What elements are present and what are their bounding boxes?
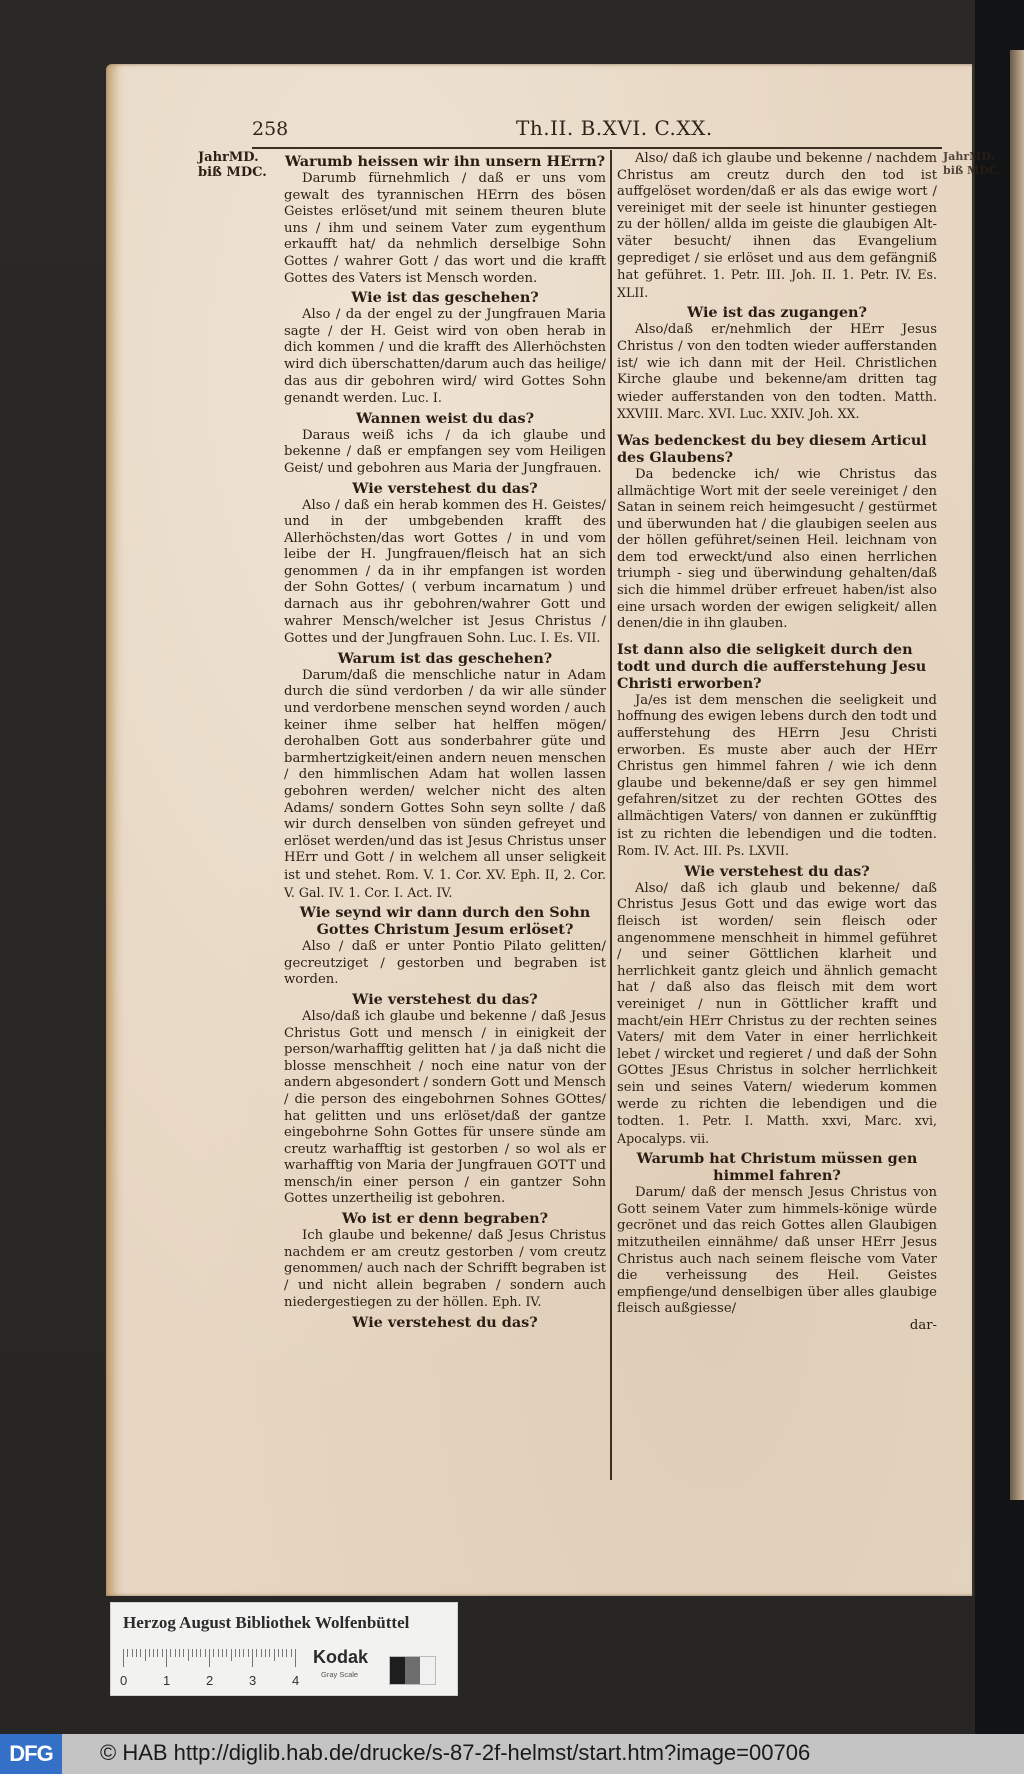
catechism-question: Warum ist das geschehen? xyxy=(337,649,553,667)
catechism-question: Wie ist das geschehen? xyxy=(351,289,539,307)
answer-text: Ich glaube und bekenne/ daß Jesus Christus nachdem er am creutz gestorben / vom creutz genommen/ auch nach der Schrifft begraben ist / und nicht allein begraben / sondern auch niedergestiegen zu der höllen. xyxy=(284,1228,606,1311)
ruler-tick xyxy=(188,1649,189,1661)
ruler-tick xyxy=(200,1649,201,1657)
answer-text: Da bedencke ich/ wie Christus das allmächtige Wort mit der seele vereiniget / den Satan in seinem reich heimgesucht / gestürmet und überwunden hat / die glaubigen seelen aus der höllen geführet/seinen Heil. leichnam von dem tod erweckt/und also einen herrlichen triumph - sieg und überwindung gehalten/daß sich die himmel drüber erfreuet haben/ist also eine ursach worden der ewigen seligkeit/ allen denen/die in ihn glauben. xyxy=(617,466,937,632)
catechism-answer xyxy=(617,151,937,302)
gray-patch xyxy=(390,1657,405,1684)
ruler-tick xyxy=(205,1649,206,1657)
scripture-reference: Luc. I. Es. VII. xyxy=(505,630,601,646)
kodak-logo: Kodak xyxy=(313,1647,369,1667)
ruler-tick xyxy=(213,1649,214,1657)
page-gutter-line xyxy=(972,64,974,1596)
catechism-answer xyxy=(284,1009,606,1208)
ruler-tick xyxy=(209,1649,210,1667)
ruler-tick xyxy=(291,1649,292,1657)
copyright-link[interactable]: © HAB http://diglib.hab.de/drucke/s-87-2f-helmst/start.htm?image=00706 xyxy=(100,1740,811,1765)
library-name: Herzog August Bibliothek Wolfenbüttel xyxy=(123,1613,410,1632)
catechism-question: Wie ist das zugangen? xyxy=(687,304,867,322)
answer-text: Also/daß ich glaube und bekenne / daß Jesus Christus Gott und mensch / in einigkeit der person/warhafftig gelitten hat / ja daß nicht die blosse menschheit / noch eine natur von der andern abgesondert / sondern Gott und Mensch / die person des eingebohrnen Sohnes GOttes/ hat gelitten und uns erlöset/daß der gantze eingebohrne Sohn Gottes für unsere sünde am creutz warhafftig ist gestorben / so wol als er warhafftig von Maria der Jungfrauen GOTT und mensch/in einer person / ein gantzer Sohn Gottes unzertheilig ist gebohren. xyxy=(284,1008,606,1207)
ruler-tick xyxy=(235,1649,236,1657)
answer-text: Ja/es ist dem menschen die seeligkeit und hoffnung des ewigen lebens durch den todt und aufferstehung des HErrn Jesu Christi erworben. Es muste aber auch der HErr Christus gen himmel fahren / wie ich denn glaube und bekenne/daß er sey gen himmel gefahren/sitzet zu der rechten GOttes des allmächtigen Vaters/ von dannen er zukünfftig ist zu richten die lebendigen und die todten. xyxy=(617,692,937,842)
ruler-tick xyxy=(136,1649,137,1657)
ruler-tick xyxy=(132,1649,133,1657)
dfg-logo: DFG xyxy=(0,1734,62,1774)
ruler-label: 0 xyxy=(120,1673,128,1688)
ruler-tick xyxy=(140,1649,141,1657)
margin-note-line: JahrMD. xyxy=(943,150,995,163)
catechism-question: Warumb heissen wir ihn unsern HErrn? xyxy=(284,153,606,170)
ruler-tick xyxy=(274,1649,275,1661)
ruler-tick xyxy=(239,1649,240,1657)
catechism-question: Was bedenckest du bey diesem Articul des Glaubens? xyxy=(617,431,927,466)
running-head: Th.II. B.XVI. C.XX. xyxy=(516,116,713,140)
catechism-question: Wie verstehest du das? xyxy=(684,862,870,880)
ruler-tick xyxy=(269,1649,270,1657)
answer-text: Also / daß er unter Pontio Pilato gelitten/ gecreutziget / gestorben und begraben ist worden. xyxy=(284,939,606,988)
answer-text: Also / da der engel zu der Jungfrauen Maria sagte / der H. Geist wird von oben herab in dich kommen / und die krafft des Allerhöchsten wird dich überschatten/darum auch das heilige/ das aus dir gebohren wird/ wird Gottes Sohn genandt werden. xyxy=(284,307,606,407)
ruler-label: 4 xyxy=(292,1673,300,1688)
ruler-tick xyxy=(295,1649,296,1667)
adjacent-page-edge xyxy=(1010,50,1024,1500)
catechism-answer xyxy=(284,307,606,408)
footer-bar xyxy=(0,1734,1024,1774)
header-rule xyxy=(252,147,942,149)
ruler-tick xyxy=(157,1649,158,1657)
scale-ruler xyxy=(120,1649,300,1688)
catechism-answer xyxy=(617,693,937,861)
catechism-answer xyxy=(284,939,606,989)
scripture-reference: 1. Petr. I. Matth. xxvi, Marc. xvi, Apocalyps. vii. xyxy=(617,1113,937,1146)
ruler-tick xyxy=(145,1649,146,1661)
catechism-question: Wie verstehest du das? xyxy=(352,479,538,497)
scripture-reference: Eph. IV. xyxy=(488,1294,542,1310)
column-divider xyxy=(610,150,612,1480)
catechism-answer xyxy=(284,428,606,478)
margin-note-left xyxy=(198,150,267,180)
ruler-tick xyxy=(153,1649,154,1657)
ruler-tick xyxy=(231,1649,232,1661)
scripture-reference: Luc. I. xyxy=(397,390,442,406)
catechism-question: Wie verstehest du das? xyxy=(352,990,538,1008)
catechism-question: Wie seynd wir dann durch den Sohn Gottes Christum Jesum erlöset? xyxy=(299,904,591,939)
ruler-tick xyxy=(123,1649,124,1667)
ruler-tick xyxy=(252,1649,253,1667)
ruler-tick xyxy=(127,1649,128,1657)
ruler-tick xyxy=(226,1649,227,1657)
ruler-tick xyxy=(222,1649,223,1657)
ruler-tick xyxy=(166,1649,167,1667)
ruler-label: 2 xyxy=(206,1673,214,1688)
margin-note-right xyxy=(943,150,1001,178)
ruler-tick xyxy=(183,1649,184,1657)
catechism-answer xyxy=(617,322,937,424)
page-header xyxy=(252,116,942,144)
ruler-tick xyxy=(192,1649,193,1657)
ruler-tick xyxy=(196,1649,197,1657)
ruler-tick xyxy=(261,1649,262,1657)
scripture-reference: 1. Petr. III. Joh. II. 1. Petr. IV. Es. XLII. xyxy=(617,267,937,300)
margin-note-line: biß MDC. xyxy=(943,164,1002,177)
ruler-tick xyxy=(170,1649,171,1657)
catechism-answer xyxy=(617,1185,937,1318)
margin-note-line: biß MDC. xyxy=(198,165,267,180)
ruler-tick xyxy=(248,1649,249,1657)
catechism-answer xyxy=(284,171,606,287)
ruler-tick xyxy=(256,1649,257,1657)
scripture-reference: Rom. IV. Act. III. Ps. LXVII. xyxy=(617,843,790,859)
scripture-reference: Matth. XXVIII. Marc. XVI. Luc. XXIV. Joh. XX. xyxy=(617,388,937,422)
ruler-tick xyxy=(265,1649,266,1657)
ruler-tick xyxy=(149,1649,150,1657)
kodak-subtitle: Gray Scale xyxy=(321,1670,359,1679)
answer-text: Also / daß ein herab kommen des H. Geistes/ und in der umbgebenden krafft des Allerhöchsten/das wort Gottes / in und vom leibe der H. Jungfrauen/fleisch hat an sich genommen / da in ihr empfangen ist worden der Sohn Gottes/ ( verbum incarnatum ) und darnach aus ihr gebohren/wahrer Gott und wahrer Mensch/welcher ist Jesus Christus / Gottes und der Jungfrauen Sohn. xyxy=(284,497,606,647)
catechism-question: Wie verstehest du das? xyxy=(352,1314,538,1332)
catechism-question: Wo ist er denn begraben? xyxy=(341,1210,549,1228)
ruler-tick xyxy=(243,1649,244,1657)
catechism-question: Wannen weist du das? xyxy=(355,409,534,427)
catechism-answer xyxy=(284,668,606,902)
ruler-tick xyxy=(162,1649,163,1657)
ruler-tick xyxy=(286,1649,287,1657)
gray-patch xyxy=(420,1657,435,1684)
margin-note-line: JahrMD. xyxy=(198,150,259,165)
answer-text: Also/daß er/nehmlich der HErr Jesus Christus / von den todten wieder aufferstanden ist/ wie ich dann mit der Heil. Christlichen Kirche glaube und bekenne/am dritten tag wieder aufferstanden von den todten. xyxy=(617,322,937,405)
answer-text: Also/ daß ich glaube und bekenne / nachdem Christus am creutz durch den tod ist auffgelöset worden/daß er als das ewige wort / vereiniget mit der seele ist hinunter gestiegen zu der höllen/ allda im geiste die glaubigen Alt-väter besucht/ ihnen das Evangelium geprediget / sie erlöset und aus dem gefängniß hat geführet. xyxy=(617,151,937,284)
gray-patch xyxy=(405,1657,420,1684)
calibration-card xyxy=(110,1602,458,1696)
catchword: dar- xyxy=(909,1318,937,1334)
grayscale-patches xyxy=(389,1656,436,1685)
answer-text: Also/ daß ich glaub und bekenne/ daß Christus Jesus Gott und das ewige wort das fleisch ist worden/ sein fleisch oder angenommene menschheit in himmel geführet / und seiner Göttlichen klarheit und herrlichkeit gantz gleich und ähnlich gemacht hat / daß also das fleisch mit dem wort vereiniget / nun in Göttlicher krafft und macht/ein HErr Christus zu der rechten seines Vaters/ mit dem Vater in einer herrlichkeit lebet / wircket und regieret / und daß der Sohn GOttes JEsus Christus in solcher herrlichkeit sein und seines Vatern/ wiederum kommen werde zu richten die lebendigen und die todten. xyxy=(617,880,937,1130)
catechism-answer xyxy=(284,1228,606,1312)
answer-text: Darum/ daß der mensch Jesus Christus von Gott seinem Vater zum himmels-könige würde gecrönet und das reich Gottes allen Glaubigen mitzutheilen einnähme/ daß unser HErr Jesus Christus auch nach seinem fleische vom Vater die verheissung des Heil. Geistes empfienge/und denselbigen über alles glaubige fleisch außgiesse/ xyxy=(617,1185,937,1317)
ruler-tick xyxy=(175,1649,176,1657)
ruler-tick xyxy=(179,1649,180,1657)
ruler-tick xyxy=(218,1649,219,1657)
answer-text: Darumb fürnehmlich / daß er uns vom gewalt des tyrannischen HErrn des bösen Geistes erlöset/und mit seinem theuren blute uns / ihm und seinem Vater zum eygenthum erkaufft hat/ da nehmlich derselbige Sohn Gottes / wahrer Gott / das wort und die krafft Gottes des Vaters ist Mensch worden. xyxy=(284,171,606,286)
page-number: 258 xyxy=(252,118,289,140)
ruler-tick xyxy=(278,1649,279,1657)
left-text-column xyxy=(284,151,606,1332)
ruler-tick xyxy=(282,1649,283,1657)
ruler-label: 1 xyxy=(163,1673,171,1688)
scripture-reference: Rom. V. 1. Cor. XV. Eph. II, 2. Cor. V. Gal. IV. 1. Cor. I. Act. IV. xyxy=(284,866,606,900)
ruler-label: 3 xyxy=(249,1673,257,1688)
answer-text: Daraus weiß ichs / da ich glaube und bekenne / daß er empfangen sey vom Heiligen Geist/ und gebohren aus Maria der Jungfrauen. xyxy=(284,427,606,476)
catechism-answer xyxy=(617,467,937,633)
answer-text: Darum/daß die menschliche natur in Adam durch die sünd verdorben / da wir alle sünder und verdorbene menschen seynd worden / auch keiner ihme selber hat helffen mögen/ derohalben Gott aus sonderbahrer güte und barmhertzigkeit/einen andern neuen menschen / den himmlischen Adam hat wollen lassen gebohren werden/ welcher nicht des alten Adams/ sondern Gottes Sohn seyn sollte / daß wir durch denselben von sünden gefreyet und erlöset werden/und das ist Jesus Christus unser HErr und Gott / in welchem all unser seligkeit ist und stehet. xyxy=(284,667,606,883)
right-text-column xyxy=(617,151,937,1335)
catechism-answer xyxy=(284,498,606,648)
catechism-question: Ist dann also die seligkeit durch den todt und durch die aufferstehung Jesu Christi erworben? xyxy=(617,640,927,692)
catechism-answer xyxy=(617,881,937,1149)
catechism-question: Warumb hat Christum müssen gen himmel fahren? xyxy=(636,1150,918,1185)
